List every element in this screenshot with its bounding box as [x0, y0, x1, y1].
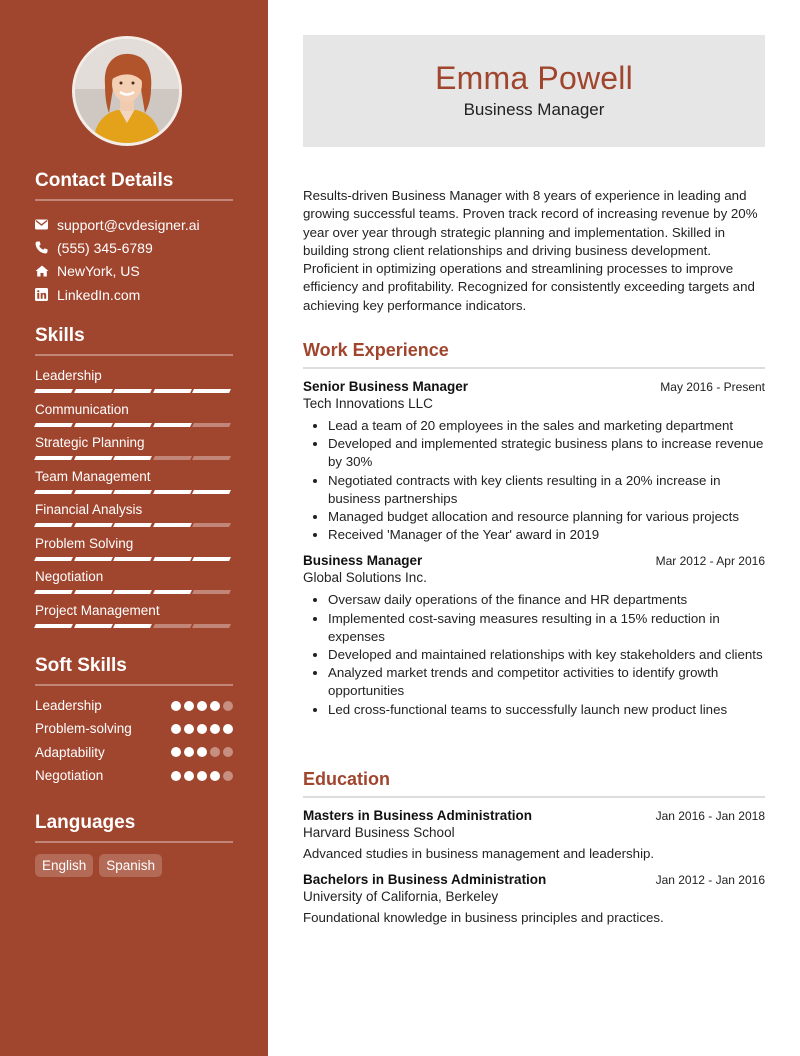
rating-dot — [197, 701, 207, 711]
skill-level-bar — [35, 456, 230, 460]
rating-dot — [223, 724, 233, 734]
skill-level-segment — [153, 590, 191, 594]
rating-dot — [197, 771, 207, 781]
profile-summary: Results-driven Business Manager with 8 years of experience in leading and growing successful teams. Proven track record of increasing revenue by 20% year over year through strategic planning and implementation. Skilled in building strong client relationships and driving business development. Proficient in optimizing operations and streamlining processes to improve efficiency and profitability. Recognized for consistently exceeding targets and achieving key performance indicators. — [303, 188, 758, 313]
rating-dot — [197, 747, 207, 757]
contact-section — [35, 170, 233, 306]
skill-level-segment — [153, 456, 191, 460]
skill-level-segment — [113, 624, 151, 628]
skills-title: Skills — [35, 325, 233, 356]
skill-level-segment — [34, 490, 72, 494]
soft-skills-title: Soft Skills — [35, 655, 233, 686]
skill-level-segment — [113, 490, 151, 494]
soft-skill-item — [35, 764, 233, 787]
rating-dot — [171, 724, 181, 734]
work-entry — [303, 379, 765, 544]
job-bullet: • Received 'Manager of the Year' award in 2019 — [328, 526, 765, 544]
job-role: Business Manager — [303, 553, 423, 569]
rating-dot — [171, 701, 181, 711]
skill-name: Leadership — [35, 368, 102, 383]
phone-icon — [35, 241, 57, 254]
contact-title: Contact Details — [35, 170, 233, 201]
soft-skill-name: Adaptability — [35, 744, 105, 760]
rating-dot — [210, 771, 220, 781]
language-tag: Spanish — [99, 854, 162, 877]
soft-skill-rating — [171, 771, 233, 781]
job-bullet: • Managed budget allocation and resource planning for various projects — [328, 508, 765, 526]
job-date: Mar 2012 - Apr 2016 — [655, 554, 765, 569]
rating-dot — [197, 724, 207, 734]
job-company: Tech Innovations LLC — [303, 396, 433, 411]
education-description: Foundational knowledge in business principles and practices. — [303, 910, 664, 925]
sidebar — [0, 0, 268, 1056]
skill-level-segment — [192, 590, 230, 594]
soft-skill-item — [35, 717, 233, 740]
skill-level-bar — [35, 389, 230, 393]
skill-level-segment — [153, 490, 191, 494]
skill-level-segment — [192, 456, 230, 460]
job-date: May 2016 - Present — [660, 380, 765, 394]
degree-name: Masters in Business Administration — [303, 808, 533, 823]
rating-dot — [223, 747, 233, 757]
work-experience-title: Work Experience — [303, 340, 765, 369]
degree-name: Bachelors in Business Administration — [303, 872, 547, 887]
skill-level-segment — [74, 456, 112, 460]
contact-email[interactable] — [35, 213, 233, 236]
contact-email-text: support@cvdesigner.ai — [57, 216, 200, 233]
soft-skills-section — [35, 655, 233, 787]
job-role: Senior Business Manager — [303, 379, 469, 394]
job-bullets — [303, 591, 765, 718]
skills-section — [35, 325, 233, 636]
education-title: Education — [303, 769, 765, 798]
work-entry — [303, 553, 765, 718]
home-icon — [35, 265, 57, 277]
skill-item — [35, 502, 233, 536]
degree-date: Jan 2016 - Jan 2018 — [655, 809, 765, 823]
rating-dot — [184, 771, 194, 781]
skill-level-segment — [34, 423, 72, 427]
skill-level-segment — [153, 624, 191, 628]
skill-level-segment — [34, 557, 72, 561]
skill-level-segment — [113, 590, 151, 594]
languages-section — [35, 812, 233, 877]
skill-level-segment — [153, 423, 191, 427]
education-entry — [303, 872, 765, 925]
skill-name: Communication — [35, 401, 129, 417]
job-bullet: • Implemented cost-saving measures resulting in a 15% reduction in expenses — [328, 610, 765, 646]
skill-level-segment — [34, 389, 72, 393]
education-description: Advanced studies in business management and leadership. — [303, 846, 655, 861]
job-bullet: • Developed and implemented strategic business plans to increase revenue by 30% — [328, 435, 765, 471]
education-entry — [303, 808, 765, 861]
rating-dot — [210, 724, 220, 734]
skill-level-segment — [113, 389, 151, 393]
skill-level-bar — [35, 557, 230, 561]
skill-level-bar — [35, 624, 230, 628]
candidate-name: Emma Powell — [435, 60, 633, 96]
profile-photo-icon — [75, 39, 179, 143]
soft-skill-rating — [171, 747, 233, 757]
skill-level-segment — [34, 523, 72, 527]
linkedin-icon — [35, 288, 57, 301]
skill-item — [35, 569, 233, 603]
skill-item — [35, 435, 233, 469]
skill-item — [35, 603, 233, 637]
school-name: Harvard Business School — [303, 825, 455, 840]
job-bullet: • Analyzed market trends and competitor activities to identify growth opportunities — [328, 664, 765, 700]
skill-level-segment — [113, 523, 151, 527]
skill-level-segment — [34, 456, 72, 460]
work-experience-section — [303, 340, 765, 719]
soft-skill-item — [35, 694, 233, 717]
skill-level-segment — [34, 624, 72, 628]
skill-level-segment — [192, 423, 230, 427]
job-bullets — [303, 417, 765, 544]
contact-linkedin-text: LinkedIn.com — [57, 286, 141, 303]
skill-name: Problem Solving — [35, 535, 134, 551]
job-company: Global Solutions Inc. — [303, 570, 427, 586]
soft-skill-name: Leadership — [35, 698, 102, 714]
job-bullet: • Oversaw daily operations of the finance and HR departments — [328, 591, 765, 609]
job-bullet: • Lead a team of 20 employees in the sales and marketing department — [328, 417, 765, 435]
skill-item — [35, 469, 233, 503]
rating-dot — [210, 747, 220, 757]
envelope-icon — [35, 219, 57, 230]
skill-level-segment — [74, 557, 112, 561]
skill-name: Financial Analysis — [35, 502, 143, 517]
skill-level-bar — [35, 423, 230, 427]
rating-dot — [184, 747, 194, 757]
job-bullet: • Led cross-functional teams to successfully launch new product lines — [328, 701, 765, 719]
job-bullet: • Negotiated contracts with key clients resulting in a 20% increase in business partnerships — [328, 472, 765, 508]
rating-dot — [184, 724, 194, 734]
soft-skill-name: Negotiation — [35, 768, 104, 784]
soft-skills-list — [35, 694, 233, 787]
rating-dot — [171, 747, 181, 757]
skill-level-segment — [74, 590, 112, 594]
education-section — [303, 769, 765, 925]
skill-level-bar — [35, 490, 230, 494]
rating-dot — [223, 771, 233, 781]
skill-level-bar — [35, 523, 230, 527]
rating-dot — [210, 701, 220, 711]
skill-item — [35, 536, 233, 570]
contact-phone[interactable] — [35, 236, 233, 259]
job-bullet: • Developed and maintained relationships with key stakeholders and clients — [328, 646, 765, 664]
soft-skill-item — [35, 741, 233, 764]
contact-linkedin[interactable] — [35, 283, 233, 306]
languages-title: Languages — [35, 812, 233, 843]
skill-name: Strategic Planning — [35, 435, 145, 450]
contact-location-text: NewYork, US — [57, 263, 140, 280]
soft-skill-rating — [171, 724, 233, 734]
skill-name: Team Management — [35, 468, 151, 484]
skill-level-segment — [34, 590, 72, 594]
language-tag: English — [35, 854, 93, 877]
skill-level-segment — [74, 523, 112, 527]
resume-header — [303, 35, 765, 147]
skill-name: Negotiation — [35, 569, 104, 584]
school-name: University of California, Berkeley — [303, 889, 499, 904]
contact-phone-text: (555) 345-6789 — [57, 239, 153, 256]
skill-level-segment — [153, 389, 191, 393]
skill-item — [35, 368, 233, 402]
rating-dot — [223, 701, 233, 711]
soft-skill-rating — [171, 701, 233, 711]
skill-level-segment — [153, 523, 191, 527]
skill-level-segment — [192, 557, 230, 561]
skill-level-segment — [192, 624, 230, 628]
degree-date: Jan 2012 - Jan 2016 — [655, 873, 765, 887]
skill-item — [35, 402, 233, 436]
skill-level-segment — [113, 557, 151, 561]
skill-level-segment — [153, 557, 191, 561]
rating-dot — [171, 771, 181, 781]
contact-list — [35, 213, 233, 306]
soft-skill-name: Problem-solving — [35, 721, 132, 737]
skill-level-segment — [192, 523, 230, 527]
skill-level-segment — [192, 490, 230, 494]
skill-level-segment — [113, 423, 151, 427]
skill-level-segment — [74, 624, 112, 628]
skill-level-segment — [74, 389, 112, 393]
skill-level-segment — [192, 389, 230, 393]
skill-level-segment — [74, 423, 112, 427]
rating-dot — [184, 701, 194, 711]
skill-level-bar — [35, 590, 230, 594]
skill-level-segment — [74, 490, 112, 494]
avatar — [72, 36, 182, 146]
skills-list — [35, 368, 233, 636]
contact-location — [35, 260, 233, 283]
skill-level-segment — [113, 456, 151, 460]
candidate-title: Business Manager — [463, 100, 605, 119]
languages-list — [35, 854, 233, 877]
skill-name: Project Management — [35, 602, 160, 618]
